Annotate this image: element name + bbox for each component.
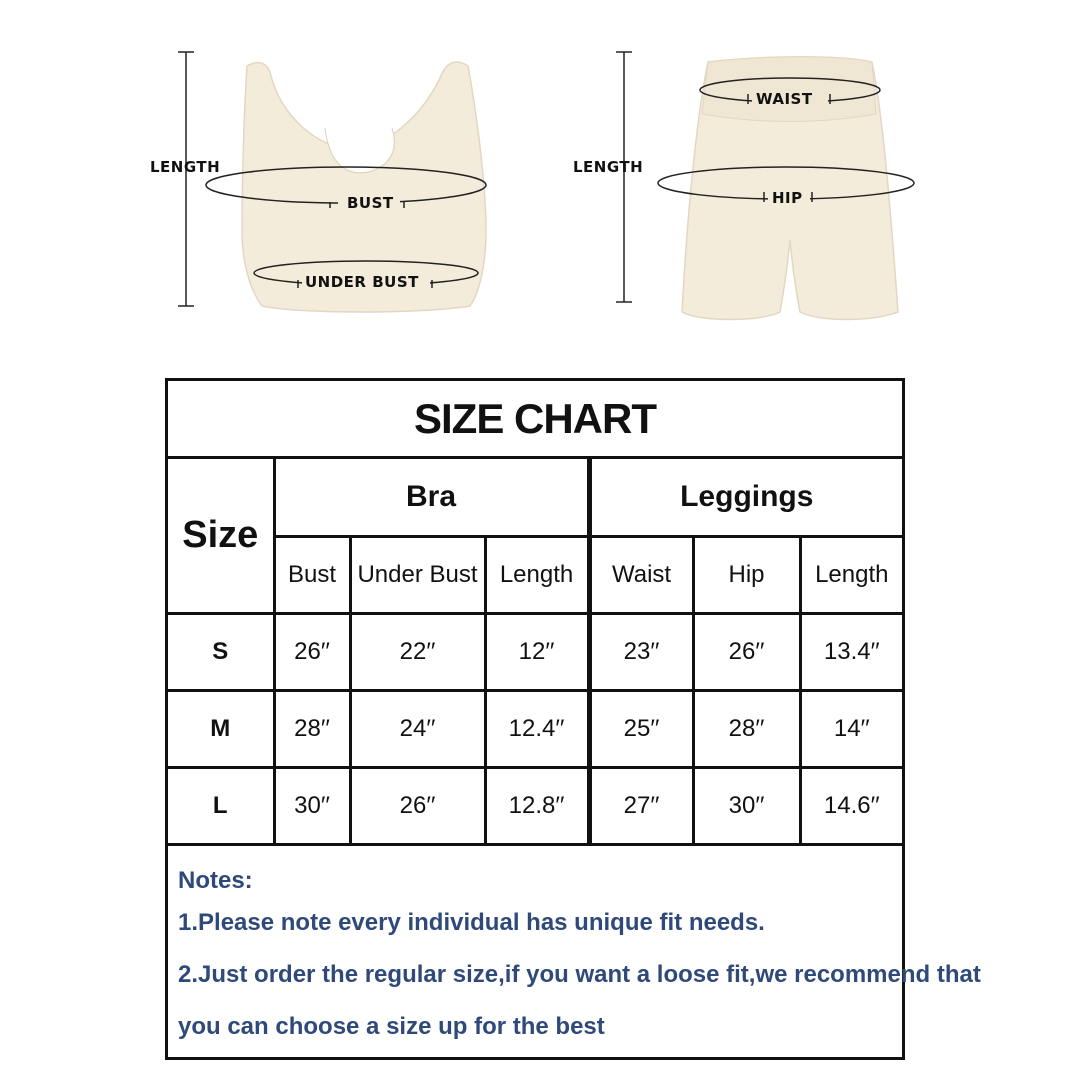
notes-line-3: you can choose a size up for the best [178, 1013, 605, 1040]
size-cell: S [168, 613, 274, 690]
table-cell: 30′′ [693, 767, 800, 844]
bra-length-label: LENGTH [150, 158, 221, 176]
table-cell: 28′′ [274, 690, 350, 767]
notes-heading: Notes: [178, 867, 253, 894]
size-cell: L [168, 767, 274, 844]
column-header-waist: Waist [589, 536, 693, 613]
table-cell: 13.4′′ [800, 613, 902, 690]
bra-group-header: Bra [274, 459, 589, 536]
size-header: Size [168, 459, 274, 613]
bra-length-line [178, 52, 194, 306]
size-cell: M [168, 690, 274, 767]
leggings-group-header: Leggings [589, 459, 902, 536]
notes-line-2: 2.Just order the regular size,if you want a loose fit,we recommend that [178, 961, 981, 988]
bra-bust-label: BUST [347, 194, 394, 212]
table-row [168, 613, 902, 690]
table-cell: 27′′ [589, 767, 693, 844]
table-cell: 30′′ [274, 767, 350, 844]
chart-title: SIZE CHART [168, 381, 902, 459]
size-chart [165, 378, 981, 1060]
column-header-under-bust: Under Bust [350, 536, 485, 613]
table-cell: 25′′ [589, 690, 693, 767]
bra-under-bust-label: UNDER BUST [305, 273, 419, 291]
column-header-leggings-length: Length [800, 536, 902, 613]
table-cell: 24′′ [350, 690, 485, 767]
table-cell: 12′′ [485, 613, 589, 690]
table-cell: 26′′ [274, 613, 350, 690]
table-cell: 26′′ [350, 767, 485, 844]
table-row [168, 767, 902, 844]
table-cell: 14′′ [800, 690, 902, 767]
column-header-bust: Bust [274, 536, 350, 613]
leggings-length-line [616, 52, 632, 302]
notes-line-1: 1.Please note every individual has unique fit needs. [178, 909, 765, 936]
table-cell: 14.6′′ [800, 767, 902, 844]
group-header-row [168, 459, 902, 536]
table-cell: 12.4′′ [485, 690, 589, 767]
table-cell: 12.8′′ [485, 767, 589, 844]
garment-illustrations [0, 0, 1080, 360]
leggings-hip-label: HIP [772, 189, 803, 207]
table-cell: 28′′ [693, 690, 800, 767]
leggings-waist-label: WAIST [756, 90, 813, 108]
leggings-length-label: LENGTH [573, 158, 644, 176]
column-header-row [168, 536, 902, 613]
table-cell: 22′′ [350, 613, 485, 690]
table-cell: 26′′ [693, 613, 800, 690]
table-cell: 23′′ [589, 613, 693, 690]
size-table [168, 459, 902, 846]
column-header-bra-length: Length [485, 536, 589, 613]
table-row [168, 690, 902, 767]
column-header-hip: Hip [693, 536, 800, 613]
